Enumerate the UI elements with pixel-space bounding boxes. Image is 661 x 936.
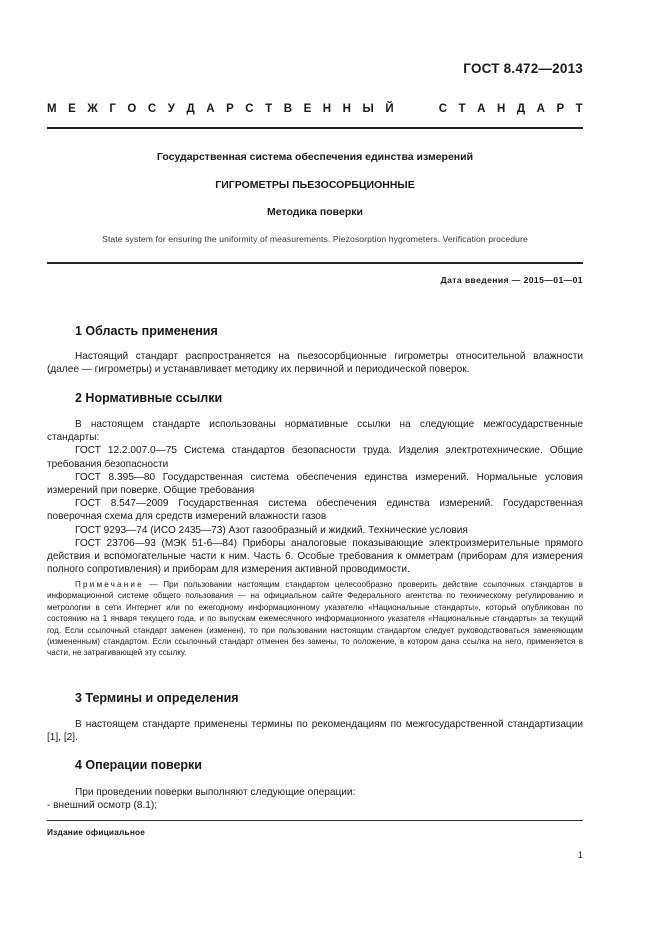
reference-item: ГОСТ 9293—74 (ИСО 2435—73) Азот газообразный и жидкий. Технические условия [75,524,468,536]
top-divider [47,127,583,129]
banner-letter: С [245,103,254,115]
note-paragraph [47,579,583,659]
section-3-paragraph: В настоящем стандарте применены термины по рекомендациям по межгосударственной стандартизации [1], [2]. [47,719,583,744]
banner-letter: У [167,103,175,115]
document-title: ГИГРОМЕТРЫ ПЬЕЗОСОРБЦИОННЫЕ [215,179,415,191]
banner-letter: А [536,103,545,115]
section-1-heading: 1 Область применения [75,324,218,338]
section-1-paragraph: Настоящий стандарт распространяется на пьезосорбционные гигрометры относительной влажности (далее — гигрометры) и устанавливает методику их первичной и периодической поверок. [47,351,583,376]
interstate-standard-banner [47,103,583,115]
banner-letter: Д [516,103,526,115]
section-4-body [47,786,583,812]
reference-item: ГОСТ 8.395—80 Государственная система обеспечения единства измерений. Нормальные условия измерений при поверке. Общие требования [47,471,583,497]
banner-letter: Ж [87,103,98,115]
banner-letter: Р [226,103,234,115]
banner-letter: А [477,103,486,115]
banner-letter: Н [322,103,332,115]
reference-item: ГОСТ 8.547—2009 Государственная система обеспечения единства измерений. Государственная поверочная схема для средств измерений влажности газов [47,498,583,523]
banner-letter: В [283,103,293,115]
banner-letter: Т [575,103,583,115]
reference-item: ГОСТ 23706—93 (МЭК 51-6—84) Приборы аналоговые показывающие электроизмерительные прямого действия и вспомогательные части к ним. Часть 6. Особые требования к омметрам (приборам для измерения полного сопротивления) и приборам для измерения активной проводимости. [47,537,583,576]
title-divider [47,262,583,264]
section-2-body [47,418,583,576]
section-3-body [47,718,583,744]
system-title: Государственная система обеспечения единства измерений [156,151,474,163]
banner-letter: Е [303,103,312,115]
banner-letter: Н [496,103,506,115]
document-subtitle: Методика поверки [267,206,363,218]
section-4-heading: 4 Операции поверки [75,758,202,772]
banner-letter: Д [186,103,195,115]
section-2-heading: 2 Нормативные ссылки [75,391,223,405]
banner-letter: Р [556,103,565,115]
banner-letter: С [147,103,157,115]
edition-label: Издание официальное [47,827,146,837]
banner-letter: Е [68,103,76,115]
banner-letter: Г [109,103,116,115]
banner-letter: А [206,103,215,115]
section-1-body [47,350,583,376]
reference-item: ГОСТ 12.2.007.0—75 Система стандартов безопасности труда. Изделия электротехнические. Общие требования безопасности [47,445,583,470]
banner-letter: М [47,103,57,115]
banner-letter: Й [385,103,394,115]
banner-letter: Т [265,103,273,115]
banner-letter: Т [458,103,466,115]
note-text: — При пользовании настоящим стандартом целесообразно проверить действие ссылочных стандартов в информационной системе общего пользования — на официальном сайте Федерального агентства по техническому регулированию и метрологии в сети Интернет или по ежегодному информационному указателю «Национальные стандарты», который опубликован по состоянию на 1 января текущего года, и по выпускам ежемесячного информационного указателя «Национальные стандарты» за текущий год. Если ссылочный стандарт заменен (изменен), то при пользовании настоящим стандартом следует руководствоваться заменяющим (измененным) стандартом. Если ссылочный стандарт отменен без замены, то положение, в котором дана ссылка на него, применяется в части, не затрагивающей эту ссылку. [47,580,583,658]
english-title: State system for ensuring the uniformity of measurements. Piezosorption hygrometers. Verification procedure [102,234,528,244]
page-number: 1 [577,850,583,861]
note-label: Примечание [75,580,144,589]
introduction-date: Дата введения — 2015—01—01 [440,275,583,285]
banner-gap [405,103,427,115]
section-2-intro: В настоящем стандарте использованы нормативные ссылки на следующие межгосударственные стандарты: [47,419,583,444]
section-4-intro: При проведении поверки выполняют следующие операции: [75,787,356,798]
banner-letter: Ы [362,103,374,115]
standard-number: ГОСТ 8.472—2013 [463,61,583,76]
footer-divider [47,820,583,821]
banner-letter: С [438,103,447,115]
banner-letter: Н [342,103,351,115]
references-note [47,579,583,659]
banner-letter: О [127,103,137,115]
list-item: - внешний осмотр (8.1); [47,800,158,812]
section-3-heading: 3 Термины и определения [75,691,239,705]
